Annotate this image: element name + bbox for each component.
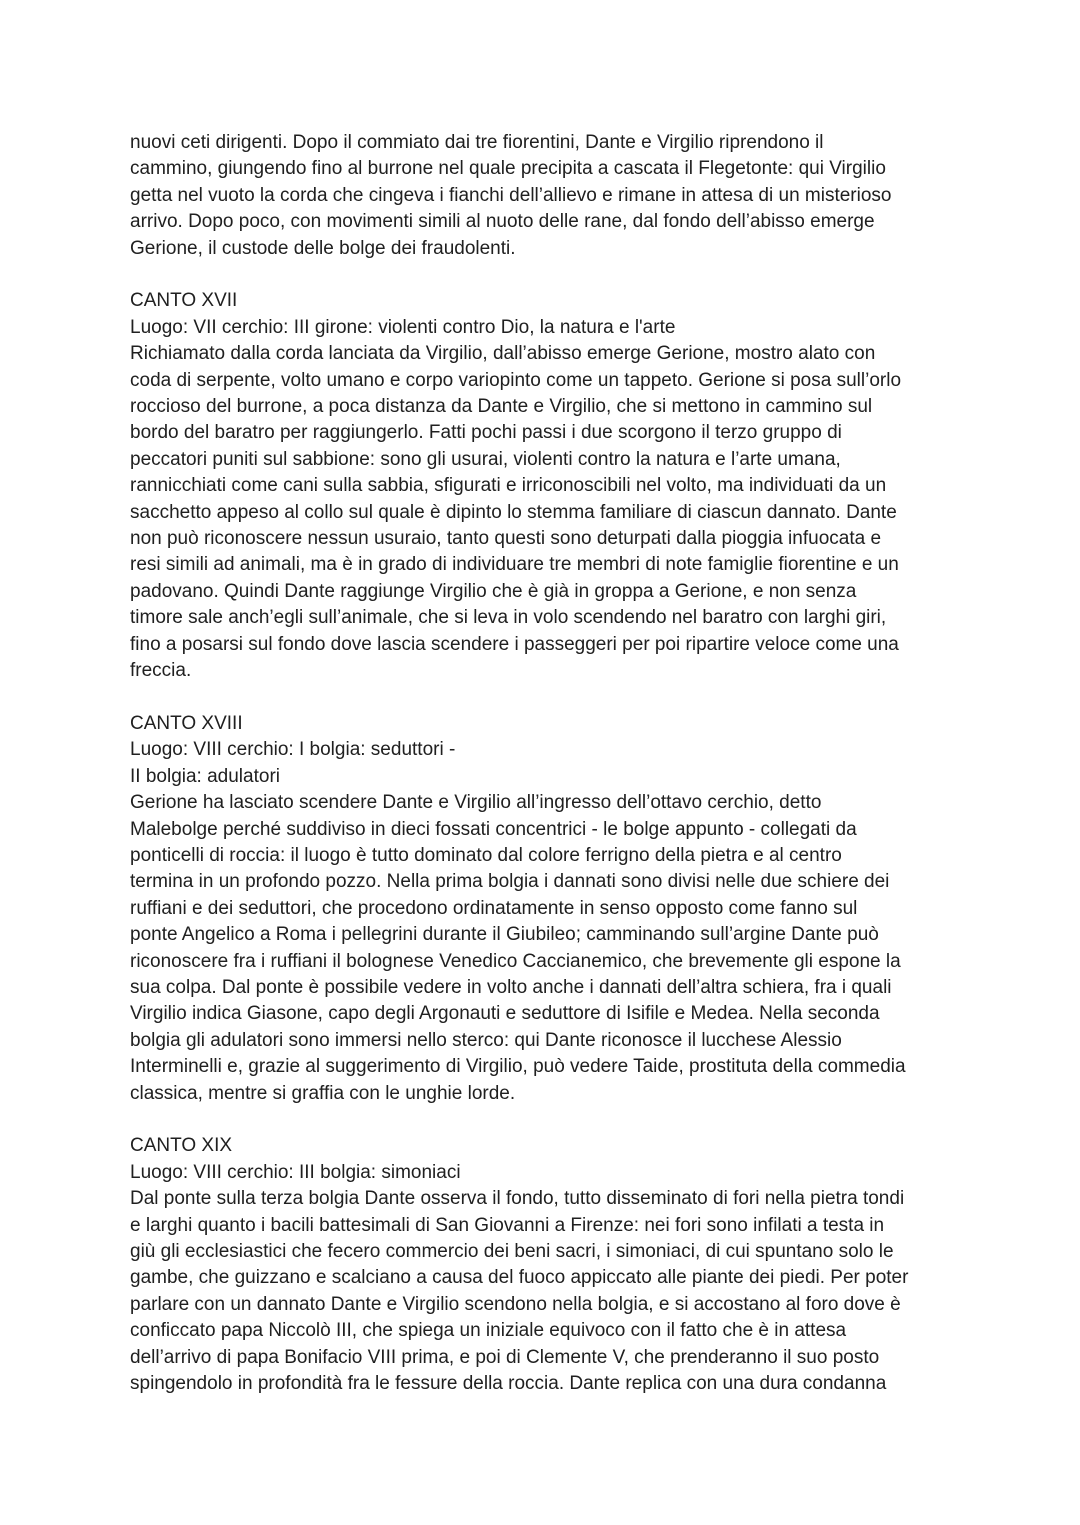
text-line: Gerione ha lasciato scendere Dante e Virgilio all’ingresso dell’ottavo cerchio, detto: [130, 792, 822, 814]
text-line: Richiamato dalla corda lanciata da Virgilio, dall’abisso emerge Gerione, mostro alato con: [130, 343, 876, 365]
canto-section-xvii: [130, 288, 960, 684]
text-line: bordo del baratro per raggiungerlo. Fatti pochi passi i due scorgono il terzo gruppo di: [130, 422, 842, 444]
text-line: giù gli ecclesiastici che fecero commercio dei beni sacri, i simoniaci, di cui spuntano solo le: [130, 1241, 894, 1263]
text-line: conficcato papa Niccolò III, che spiega un iniziale equivoco con il fatto che è in attesa: [130, 1320, 847, 1342]
text-line: spingendolo in profondità fra le fessure della roccia. Dante replica con una dura condanna: [130, 1373, 887, 1395]
text-line: ruffiani e dei seduttori, che procedono ordinatamente in senso opposto come fanno sul: [130, 897, 858, 919]
text-line: termina in un profondo pozzo. Nella prima bolgia i dannati sono divisi nelle due schiere dei: [130, 871, 890, 893]
text-line: e larghi quanto i bacili battesimali di San Giovanni a Firenze: nei fori sono infilati a testa in: [130, 1214, 885, 1236]
canto-location: Luogo: VIII cerchio: I bolgia: seduttori -: [130, 739, 456, 761]
text-line: rannicchiati come cani sulla sabbia, sfigurati e irriconoscibili nel volto, ma individuati da un: [130, 475, 887, 497]
intro-paragraph: [130, 130, 960, 262]
text-line: timore sale anch’egli sull’animale, che si leva in volo scendendo nel baratro con larghi giri,: [130, 607, 887, 629]
text-line: Malebolge perché suddiviso in dieci fossati concentrici - le bolge appunto - collegati da: [130, 818, 857, 840]
text-line: parlare con un dannato Dante e Virgilio scendono nella bolgia, e si accostano al foro dove è: [130, 1293, 901, 1315]
text-line: sacchetto appeso al collo sul quale è dipinto lo stemma familiare di ciascun dannato. Dante: [130, 501, 897, 523]
document-page: [130, 130, 960, 1397]
text-line: classica, mentre si graffia con le unghie lorde.: [130, 1082, 516, 1104]
text-line: roccioso del burrone, a poca distanza da Dante e Virgilio, che si mettono in cammino sul: [130, 396, 873, 418]
text-line: ponticelli di roccia: il luogo è tutto dominato dal colore ferrigno della pietra e al centro: [130, 844, 842, 866]
text-line: peccatori puniti sul sabbione: sono gli usurai, violenti contro la natura e l’arte umana,: [130, 448, 841, 470]
spacer: [130, 1107, 960, 1133]
text-line: arrivo. Dopo poco, con movimenti simili al nuoto delle rane, dal fondo dell’abisso emerge: [130, 211, 875, 233]
canto-location: Luogo: VII cerchio: III girone: violenti contro Dio, la natura e l'arte: [130, 316, 676, 338]
text-line: resi simili ad animali, ma è in grado di individuare tre membri di note famiglie fiorentine e un: [130, 554, 899, 576]
text-line: cammino, giungendo fino al burrone nel quale precipita a cascata il Flegetonte: qui Virgilio: [130, 158, 886, 180]
canto-location: Luogo: VIII cerchio: III bolgia: simoniaci: [130, 1161, 461, 1183]
text-line: ponte Angelico a Roma i pellegrini durante il Giubileo; camminando sull’argine Dante può: [130, 924, 879, 946]
text-line: getta nel vuoto la corda che cingeva i fianchi dell’allievo e rimane in attesa di un misterioso: [130, 184, 892, 206]
spacer: [130, 262, 960, 288]
text-line: sua colpa. Dal ponte è possibile vedere in volto anche i dannati dell’altra schiera, fra i quali: [130, 976, 892, 998]
spacer: [130, 685, 960, 711]
text-line: non può riconoscere nessun usuraio, tanto questi sono deturpati dalla pioggia infuocata e: [130, 528, 882, 550]
canto-section-xix: [130, 1133, 960, 1397]
canto-title: CANTO XIX: [130, 1135, 233, 1157]
text-line: Gerione, il custode delle bolge dei fraudolenti.: [130, 237, 516, 259]
text-line: bolgia gli adulatori sono immersi nello sterco: qui Dante riconosce il lucchese Alessio: [130, 1029, 842, 1051]
text-line: riconoscere fra i ruffiani il bolognese Venedico Caccianemico, che brevemente gli espone la: [130, 950, 901, 972]
text-line: Interminelli e, grazie al suggerimento di Virgilio, può vedere Taide, prostituta della commedia: [130, 1056, 906, 1078]
text-line: Dal ponte sulla terza bolgia Dante osserva il fondo, tutto disseminato di fori nella pietra tondi: [130, 1188, 905, 1210]
text-line: fino a posarsi sul fondo dove lascia scendere i passeggeri per poi ripartire veloce come una: [130, 633, 899, 655]
text-line: coda di serpente, volto umano e corpo variopinto come un tappeto. Gerione si posa sull’orlo: [130, 369, 902, 391]
text-line: dell’arrivo di papa Bonifacio VIII prima, e poi di Clemente V, che prenderanno il suo posto: [130, 1346, 880, 1368]
text-line: gambe, che guizzano e scalciano a causa del fuoco appiccato alle piante dei piedi. Per poter: [130, 1267, 909, 1289]
canto-title: CANTO XVII: [130, 290, 238, 312]
text-line: Virgilio indica Giasone, capo degli Argonauti e seduttore di Isifile e Medea. Nella seconda: [130, 1003, 880, 1025]
canto-title: CANTO XVIII: [130, 712, 243, 734]
text-line: nuovi ceti dirigenti. Dopo il commiato dai tre fiorentini, Dante e Virgilio riprendono il: [130, 132, 824, 153]
text-line: padovano. Quindi Dante raggiunge Virgilio che è già in groppa a Gerione, e non senza: [130, 580, 857, 602]
text-line: freccia.: [130, 660, 192, 682]
canto-location: II bolgia: adulatori: [130, 765, 280, 787]
canto-section-xviii: [130, 711, 960, 1107]
